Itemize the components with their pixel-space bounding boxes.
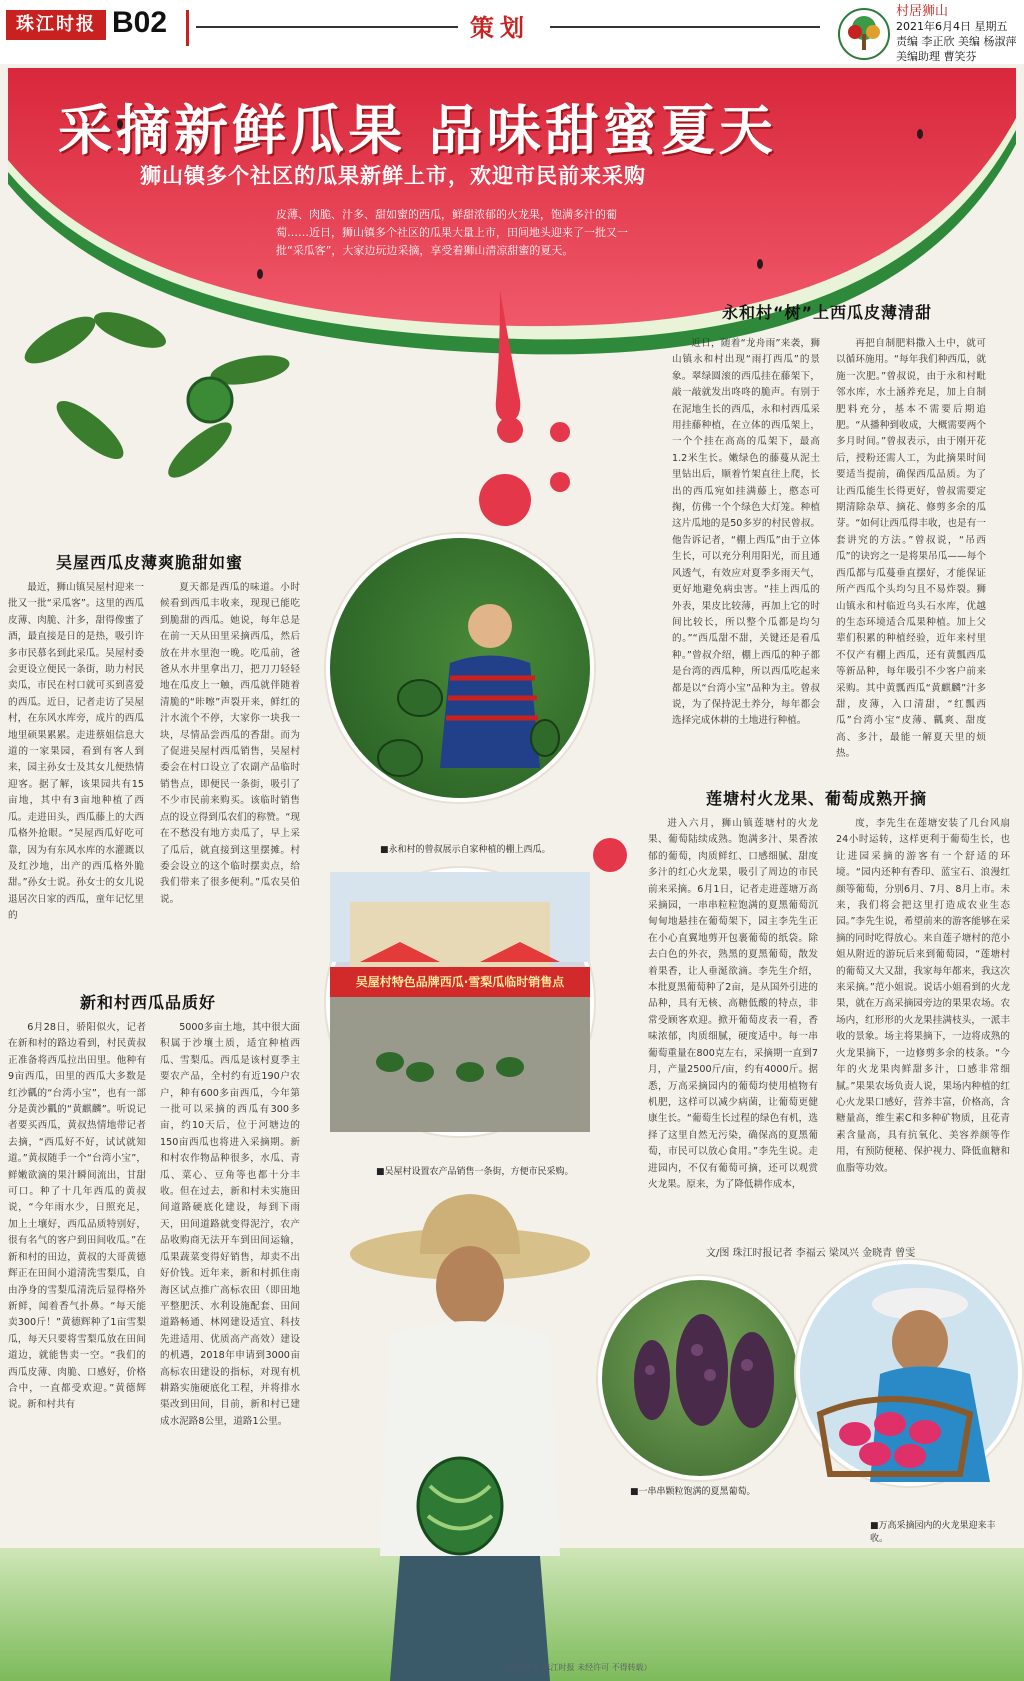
- section-rule-left: [196, 26, 458, 28]
- page-number: B02: [112, 6, 168, 39]
- section-title: 策划: [470, 13, 530, 42]
- dragon-fruit-illustration: [800, 1264, 1018, 1482]
- yonghe-text-1: 近日，随着“龙舟雨”来袭，狮山镇永和村出现“雨打西瓜”的景象。翠绿圆滚的西瓜挂在藤架下，敲一敲就发出咚咚的脆声。有别于在泥地生长的西瓜，永和村西瓜采用挂藤种植，在立体的西瓜架上，一个个挂在高高的瓜架下，最高1.2米生长。嫩绿色的藤蔓从泥土里钻出后，顺着竹架直往上爬，长出的西瓜宛如挂满藤上，憨态可掬，仿佛一个个绿色大灯笼。种植这片瓜地的是50多岁的村民曾叔。他告诉记者，“棚上西瓜”由于立体生长，可以充分利用阳光，而且通风透气，有效应对夏季多雨天气，更好地避免病虫害。“挂上西瓜的外表，果皮比较薄，再加上它的时间比较长，所以整个瓜都是均匀的。”“西瓜甜不甜，关键还是看瓜种。”曾叔介绍，棚上西瓜的种子都是台湾的西瓜种，所以西瓜吃起来都是以“台湾小宝”品种为主。曾叔说，为了保持泥土养分，每年都会选择完成休耕的土地进行种植。: [672, 338, 820, 727]
- photo-grapes: [598, 1276, 802, 1480]
- issue-date: 2021年6月4日 星期五: [896, 20, 1008, 33]
- masthead: [0, 0, 1024, 64]
- liantang-column-2: [836, 816, 1010, 1236]
- liantang-text-1: 进入六月，狮山镇莲塘村的火龙果、葡萄陆续成熟。饱满多汁、果香浓郁的葡萄，肉质鲜红、口感细腻、甜度多汁的红心火龙果，吸引了周边的市民前来采摘。6月1日，记者走进莲塘万高采摘园，一串串粒粒饱满的夏黑葡萄沉甸甸地悬挂在葡萄架下，园主李先生正在小心直翼地剪开包裹葡萄的纸袋。除去白色的外衣，熟黑的夏黑葡萄，散发着果香，让人垂涎欲滴。李先生介绍，本批夏黑葡萄种了2亩，是从国外引进的品种，具有无核、高糖低酸的特点，非常受顾客欢迎。掀开葡萄皮表一看，香味浓郁，肉质细腻，硬度适中。每一串葡萄重量在800克左右，采摘期一直到7月，产量2500斤/亩，约有4000斤。据悉，万高采摘园内的葡萄均使用植物有机肥，这样可以减少病菌，让葡萄更健康生长。“葡萄生长过程的绿色有机，选择了这里自然无污染，确保高的夏黑葡萄，市民可以放心食用。”李先生说。走进园内，不仅有葡萄可摘，还可以观赏火龙果。原来，为了降低耕作成本，: [648, 818, 818, 1190]
- photo1-caption: ■永和村的曾叔展示自家种植的棚上西瓜。: [380, 845, 551, 855]
- farmer-illustration: [330, 538, 590, 798]
- wuwu-column-1: [8, 580, 144, 978]
- section-rule-right: [550, 26, 820, 28]
- photo3-caption: ■一串串颗粒饱满的夏黑葡萄。: [630, 1487, 756, 1497]
- masthead-divider: [186, 10, 189, 46]
- column-brand: 村居狮山: [896, 4, 949, 19]
- liantang-column-1: [648, 816, 818, 1236]
- xinhe-text-2: 5000多亩土地，其中很大面积属于沙壤土质，适宜种植西瓜、雪梨瓜。西瓜是该村夏季主要农产品，全村约有近190户农户，种有600多亩西瓜，今年第一批可以采摘的西瓜有300多亩，约10天后，位于河塘边的150亩西瓜也将进入采摘期。新和村农作物品种很多，水瓜、青瓜、菜心、豆角等也都十分丰收。但在过去，新和村未实施田间道路硬底化建设，每到下雨天，田间道路就变得泥泞，农产品收购商无法开车到田间运输，瓜果蔬菜变得好销售，却卖不出好价钱。近年来，新和村抓住南海区试点推广高标农田（即田地平整肥沃、水利设施配套、田间道路畅通、林网建设适宜、科技先进适用、优质高产高效）建设的机遇，2018年申请到3000亩高标农田建设的指标，对现有机耕路实施硬底化工程，并将排水渠改到田间，目前，新和村已建成水泥路8公里，道路1公里。: [160, 1022, 300, 1427]
- copyright-note: （版权所有 珠江时报 未经许可 不得转载）: [500, 1663, 652, 1672]
- grapes-illustration: [602, 1280, 798, 1476]
- masthead-meta: [896, 4, 1017, 64]
- yonghe-column-2: [836, 336, 986, 766]
- author-credit: 文/图 珠江时报记者 李福云 梁凤兴 金晓青 曾雯: [706, 1248, 916, 1259]
- tree-emblem-icon: [838, 8, 890, 60]
- paper-logo: 珠江时报: [6, 10, 106, 40]
- photo-farmer-melons: [326, 534, 594, 802]
- photo-market-street: [326, 868, 594, 1136]
- photo-dragon-fruit: [796, 1260, 1022, 1486]
- yonghe-text-2: 再把自制肥料撒入土中，就可以循环施用。“每年我们种西瓜，就施一次肥。”曾叔说，由于永和村毗邻水库，水土涵养充足，加上自制肥料充分，基本不需要后期追肥。“从播种到收成，大概需要两个多月时间。”曾叔表示，由于刚开花后，授粉还需人工，为此摘果时间要适当提前，确保西瓜品质。为了让西瓜能生长得更好，曾叔需要定期清除杂草、摘花、修剪多余的瓜芽。“如何让西瓜得丰收，也是有一套讲究的方法。”曾叔说，“吊西瓜”的诀窍之一是将果吊瓜——每个西瓜都与瓜蔓垂直摆好，才能保证所产西瓜个头均匀且不易炸裂。狮山镇永和村临近乌头石水库，优越的生态环境适合瓜果种植。加上父辈们积累的种植经验，近年来村里不仅产有棚上西瓜，还有黄瓢西瓜等新品种，每年吸引不少客户前来采购。其中黄瓢西瓜“黄麒麟”汁多甜，皮薄，入口清甜，“红瓢西瓜”台湾小宝“皮薄、瓤爽、甜度高、多汁，最能一解夏天里的烦热。: [836, 338, 986, 760]
- liantang-text-2: 度，李先生在莲塘安装了几台风扇24小时运转，这样更利于葡萄生长，也让进园采摘的游客有一个舒适的环境。“园内还种有香印、蓝宝石、浪漫红颜等葡萄，分别6月、7月、8月上市。未来，我们将会把这里打造成农业生态园。”李先生说，希望前来的游客能够在采摘的同时吃得放心。来自莲子塘村的范小姐从附近的游玩后来到葡萄园，“莲塘村的葡萄又大又甜，我家每年都来，我这次来采摘。”范小姐说。说话小姐看到的火龙果，就在万高采摘园旁边的果果农场。农场内，红形形的火龙果挂满枝头，一派丰收的景象。场主将果摘下，一边将成熟的火龙果摘下，一边修剪多余的枝条。“今年的火龙果肉鲜甜多汁，口感非常细腻。”果果农场负责人说，果场内种植的红心火龙果口感好，营养丰富，价格高，含糖量高，维生素C和多种矿物质，且花青素含量高，具有抗氧化、美容养颜等作用，有预防便秘、保护视力、降低血糖和血脂等功效。: [836, 818, 1010, 1174]
- liantang-heading: 莲塘村火龙果、葡萄成熟开摘: [706, 789, 928, 808]
- xinhe-heading: 新和村西瓜品质好: [80, 993, 217, 1012]
- xinhe-column-1: [8, 1020, 146, 1456]
- editor-credit: 责编 李正欣 美编 杨淑萍: [896, 35, 1017, 48]
- market-illustration: [330, 872, 590, 1132]
- page-subheadline: 狮山镇多个社区的瓜果新鲜上市，欢迎市民前来采购: [140, 164, 646, 188]
- wuwu-heading: 吴屋西瓜皮薄爽脆甜如蜜: [56, 553, 244, 572]
- wuwu-text-2: 夏天都是西瓜的味道。小时候看到西瓜丰收来，现现已能吃到脆甜的西瓜。她说，每年总是在前一天从田里采摘西瓜，然后放在井水里泡一晚。吃瓜前，爸爸从水井里拿出刀，把刀刀轻轻地在瓜皮上一触，西瓜就伴随着清脆的“咔嚓”声裂开来，鲜红的汁水流个不停，大家你一块我一块，尽情品尝西瓜的香甜。而为了促进吴屋村西瓜销售，吴屋村委会在村口设立了农副产品临时销售点，即便民一条街，吸引了不少市民前来购买。该临时销售点的设立得到瓜农们的称赞。“现在不愁没有地方卖瓜了，早上采了瓜后，就直接到这里摆摊。村委会设立的这个临时摆卖点，给我们带来了很多便利。”瓜农吴伯说。: [160, 582, 300, 905]
- photo2-caption: ■吴屋村设置农产品销售一条街，方便市民采购。: [376, 1167, 574, 1177]
- xinhe-text-1: 6月28日，骄阳似火，记者在新和村的路边看到，村民黄叔正准备将西瓜拉出田里。他种有9亩西瓜，田里的西瓜大多数是红沙瓤的“台湾小宝”，也有一部分是黄沙瓤的“黄麒麟”。听说记者要买西瓜，黄叔热情地带记者去摘，“西瓜好不好，试试就知道。”黄叔随手一个“台湾小宝”，鲜嫩欲滴的果汁瞬间流出，甘甜可口。种了十几年西瓜的黄叔说，“今年雨水少，日照充足，加上土壤好，西瓜品质特别好，很有名气的客户到田间收瓜。”在新和村的田边，黄叔的大哥黄德辉正在田间小道清洗雪梨瓜，自由净身的雪梨瓜清洗后显得格外新鲜，闻着香气扑鼻。“每天能卖300斤！”黄德辉种了1亩雪梨瓜，每天只要将雪梨瓜放在田间道边，就能售卖一空。“我们的西瓜皮薄、肉脆、口感好，价格合中，一直都受欢迎。”黄德辉说。新和村共有: [8, 1022, 146, 1411]
- assistant-credit: 美编助理 曹笑芬: [896, 50, 977, 63]
- yonghe-heading: 永和村“树”上西瓜皮薄清甜: [722, 303, 933, 322]
- market-sign: 吴屋村特色品牌西瓜·雪梨瓜临时销售点: [355, 975, 565, 989]
- wuwu-column-2: [160, 580, 300, 978]
- yonghe-column-1: [672, 336, 820, 766]
- wuwu-text-1: 最近，狮山镇吴屋村迎来一批又一批“采瓜客”。这里的西瓜皮薄、肉脆、汁多，甜得像蜜了酒，最直接是日的是热，吸引许多市民慕名到此采瓜。吴屋村委会更设立便民一条街，助力村民卖瓜，市民在村口就可买到喜爱的西瓜。近日，记者走访了吴屋村，在东风水库旁，成片的西瓜地里硕果累累。走进蔡姐信息大道的一家果园，看到有客人到来，园主孙女士及其女儿便热情迎客。据了解，该果园共有15亩地，其中有3亩地种植了西瓜。走进田头，西瓜藤上的大西瓜格外抢眼。“吴屋西瓜好吃可靠，因为有东风水库的水灌溉以及红沙地，出产的西瓜格外脆甜。”孙女士说。孙女士的女儿说退居次日家的西瓜，童年记忆里的: [8, 582, 144, 922]
- photo4-caption: ■万高采摘园内的火龙果迎来丰收。: [870, 1521, 996, 1544]
- intro-paragraph: 皮薄、肉脆、汁多、甜如蜜的西瓜，鲜甜浓郁的火龙果，饱满多汁的葡萄……近日，狮山镇多个社区的瓜果大量上市，田间地头迎来了一批又一批“采瓜客”，大家边玩边采摘，享受着狮山清凉甜蜜的夏天。: [276, 208, 628, 257]
- farmer-with-hat-photo: [340, 1186, 600, 1681]
- xinhe-column-2: [160, 1020, 300, 1427]
- page-headline: 采摘新鲜瓜果 品味甜蜜夏天: [58, 98, 777, 162]
